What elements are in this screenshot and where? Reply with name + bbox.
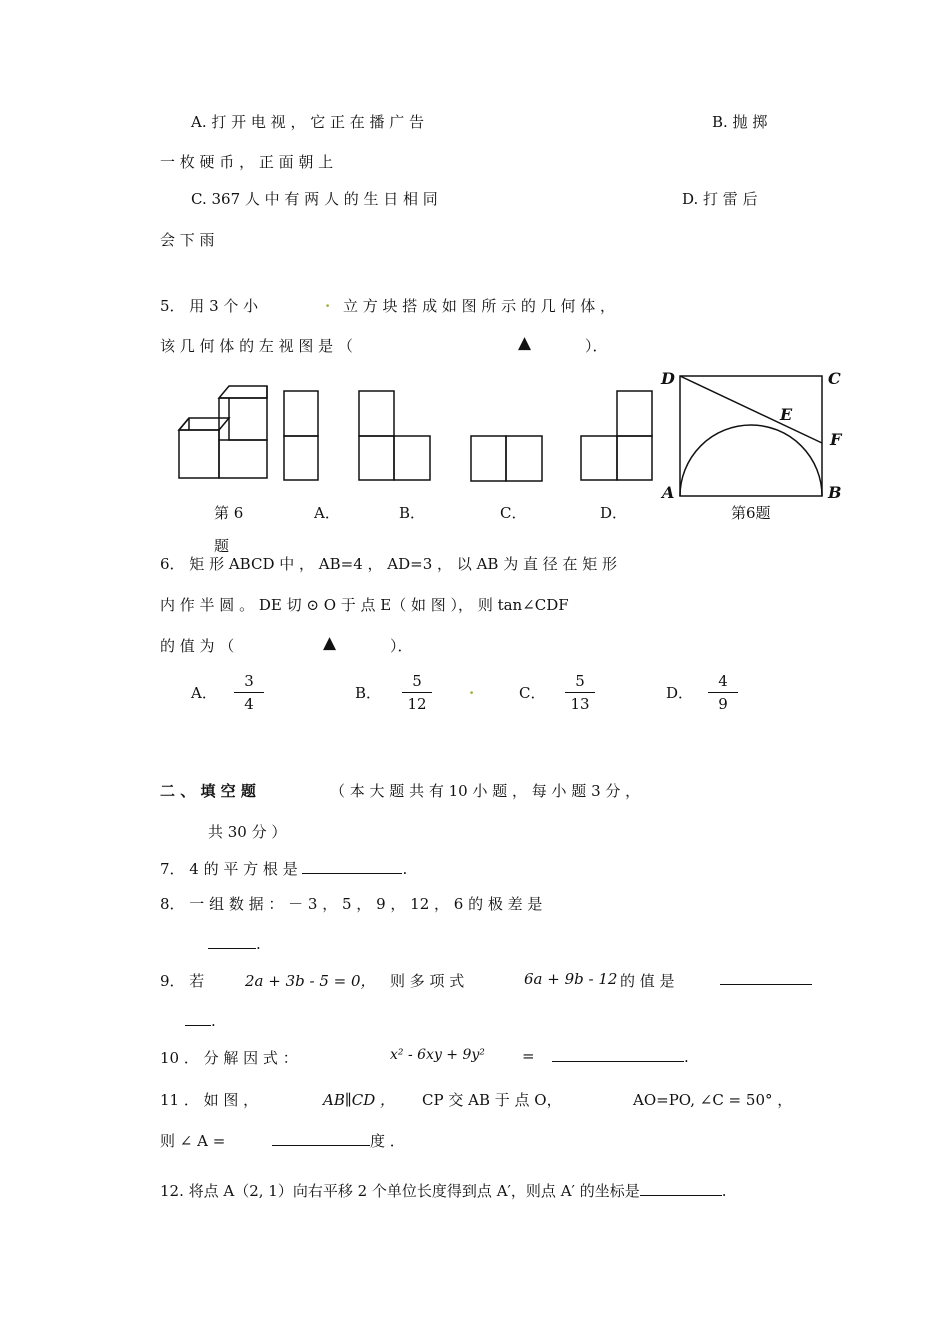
q6-option-d-label: D． bbox=[666, 684, 694, 702]
q4-option-b-start: B. 抛 掷 bbox=[712, 113, 768, 131]
q5-stem-start: 5． 用 3 个 小 bbox=[160, 297, 259, 315]
label-c: C bbox=[828, 369, 841, 388]
q9-blank-2: . bbox=[185, 1011, 216, 1030]
option-d-view bbox=[580, 390, 655, 482]
q9-suffix: 的 值 是 bbox=[620, 972, 675, 990]
q7-text: 7． 4 的 平 方 根 是 . bbox=[160, 860, 408, 878]
q11-condition-2: CP 交 AB 于 点 O， bbox=[422, 1091, 562, 1109]
q11-condition-1: AB∥CD ， bbox=[323, 1091, 396, 1109]
q4-option-a: A. 打 开 电 视 ， 它 正 在 播 广 告 bbox=[191, 113, 425, 131]
answer-blank[interactable] bbox=[272, 1131, 370, 1146]
q4-option-b-end: 一 枚 硬 币 ， 正 面 朝 上 bbox=[160, 153, 334, 171]
q5-paren-end: ）． bbox=[585, 337, 608, 355]
label-d: D bbox=[661, 369, 675, 388]
q10-prefix: 10 ． 分 解 因 式 ： bbox=[160, 1049, 298, 1067]
q10-expression: x² - 6xy + 9y² bbox=[390, 1047, 485, 1063]
q6-line1: 6． 矩 形 ABCD 中 ， AB=4 ， AD=3 ， 以 AB 为 直 径 在 矩 形 bbox=[160, 555, 618, 573]
q5-stem-end: 立 方 块 搭 成 如 图 所 示 的 几 何 体 ， bbox=[343, 297, 615, 315]
q6-option-d-fraction: 4 9 bbox=[708, 672, 738, 713]
label-b: B bbox=[828, 483, 842, 502]
section-heading: 二 、 填 空 题 bbox=[160, 782, 256, 800]
q9-expression: 6a + 9b - 12 bbox=[524, 970, 618, 988]
q6-option-a-fraction: 3 4 bbox=[234, 672, 264, 713]
q11-prefix: 11 ． 如 图 ， bbox=[160, 1091, 259, 1109]
q6-line3: 的 值 为 （ bbox=[160, 637, 235, 655]
green-dot-mark: . bbox=[325, 293, 331, 311]
q10-blank: . bbox=[552, 1047, 689, 1066]
answer-blank[interactable] bbox=[302, 859, 402, 874]
cube-caption: 第 6 bbox=[214, 504, 244, 522]
q8-blank-line: . bbox=[208, 934, 261, 953]
q6-option-b-fraction: 5 12 bbox=[402, 672, 432, 713]
q11-blank: 度 ． bbox=[272, 1130, 405, 1151]
q5-question: 该 几 何 体 的 左 视 图 是 （ bbox=[160, 337, 353, 355]
q6-option-b-label: B． bbox=[355, 684, 382, 702]
section-description: （ 本 大 题 共 有 10 小 题 ， 每 小 题 3 分 ， bbox=[330, 782, 641, 800]
q9-blank-1 bbox=[720, 970, 812, 989]
q8-text: 8． 一 组 数 据 ： － 3 ， 5 ， 9 ， 12 ， 6 的 极 差 是 bbox=[160, 895, 543, 913]
answer-blank[interactable] bbox=[640, 1181, 722, 1196]
q9-prefix: 9． 若 bbox=[160, 972, 205, 990]
option-c-view bbox=[470, 435, 545, 485]
label-f: F bbox=[830, 430, 842, 449]
answer-blank[interactable] bbox=[720, 970, 812, 985]
label-a: A bbox=[662, 483, 675, 502]
green-dot-mark: . bbox=[469, 680, 475, 698]
answer-triangle-icon: ▲ bbox=[323, 633, 337, 653]
answer-triangle-icon: ▲ bbox=[518, 333, 532, 353]
rectangle-semicircle-figure bbox=[660, 368, 845, 503]
q9-mid: 则 多 项 式 bbox=[390, 972, 465, 990]
q6-option-c-label: C． bbox=[519, 684, 546, 702]
q11-condition-3: AO=PO, ∠C = 50° ， bbox=[633, 1091, 793, 1109]
q4-option-c: C. 367 人 中 有 两 人 的 生 日 相 同 bbox=[191, 190, 438, 208]
q4-option-d-end: 会 下 雨 bbox=[160, 231, 215, 249]
q12-text: 12. 将点 A（2, 1）向右平移 2 个单位长度得到点 A′，则点 A′ 的坐标是 . bbox=[160, 1182, 727, 1200]
q4-option-d-start: D. 打 雷 后 bbox=[682, 190, 758, 208]
option-d-label: D． bbox=[600, 504, 628, 522]
q6-option-a-label: A． bbox=[191, 684, 217, 702]
cube-solid-figure bbox=[175, 385, 275, 485]
q6-line2: 内 作 半 圆 。 DE 切 ⊙ O 于 点 E（ 如 图 ）， 则 tan∠CDF bbox=[160, 596, 569, 614]
cube-caption-2: 题 bbox=[214, 537, 230, 555]
option-b-view bbox=[358, 390, 433, 482]
option-b-label: B． bbox=[399, 504, 426, 522]
q6-option-c-fraction: 5 13 bbox=[565, 672, 595, 713]
q6-paren-end: ）． bbox=[390, 637, 413, 655]
answer-blank[interactable] bbox=[208, 934, 256, 949]
answer-blank[interactable] bbox=[552, 1047, 684, 1062]
q11-line2: 则 ∠ A = bbox=[160, 1132, 226, 1150]
q10-equals: = bbox=[522, 1047, 535, 1065]
answer-blank[interactable] bbox=[185, 1011, 211, 1026]
option-c-label: C． bbox=[500, 504, 527, 522]
section-description-2: 共 30 分 ） bbox=[208, 823, 287, 841]
rect-caption: 第6题 bbox=[731, 504, 771, 522]
label-e: E bbox=[780, 405, 793, 424]
option-a-view bbox=[283, 390, 323, 482]
option-a-label: A． bbox=[314, 504, 340, 522]
q9-equation: 2a + 3b - 5 = 0， bbox=[245, 972, 376, 990]
